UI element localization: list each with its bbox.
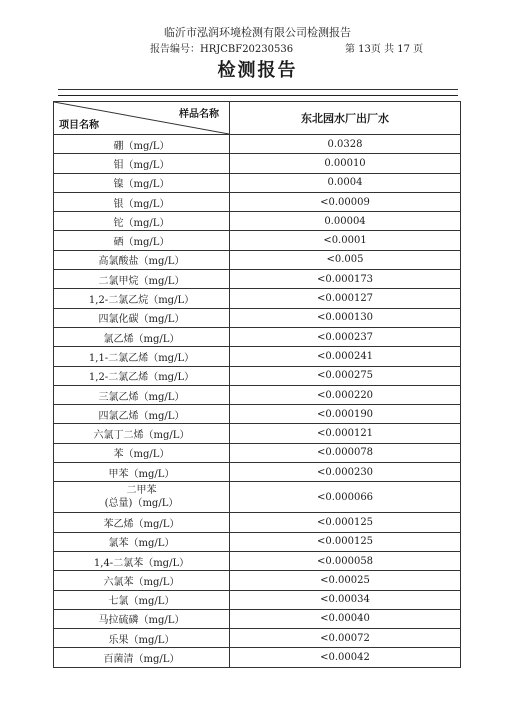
item-value: <0.0001 [230,231,461,250]
table-header-row [54,102,461,135]
table-row [54,463,461,482]
item-name: 乐果（mg/L） [54,629,230,648]
item-name: 铊（mg/L） [54,212,230,231]
item-name: 二氯甲烷（mg/L） [54,270,230,289]
table-row [54,231,461,250]
item-value: <0.000066 [230,482,461,513]
item-value: <0.00025 [230,571,461,590]
page-indicator: 第 13页 共 17 页 [345,44,424,55]
item-value: <0.000058 [230,551,461,570]
item-name-line2: (总量)（mg/L） [104,498,179,510]
sample-name: 东北园水厂出厂水 [230,102,461,135]
item-value: 0.0004 [230,173,461,192]
item-name: 1,1-二氯乙烯（mg/L） [54,347,230,366]
table-row [54,327,461,346]
table-row [54,250,461,269]
table-row [54,308,461,327]
item-name: 硼（mg/L） [54,135,230,154]
item-name: 氯苯（mg/L） [54,532,230,551]
item-value: <0.000241 [230,347,461,366]
table-row [54,347,461,366]
title-rule-thin [58,89,458,90]
title-rule-thick [58,95,458,96]
item-value: 0.00004 [230,212,461,231]
item-value: <0.000237 [230,327,461,346]
table-row [54,405,461,424]
table-row [54,154,461,173]
item-name: 银（mg/L） [54,192,230,211]
item-name: 三氯乙烯（mg/L） [54,385,230,404]
table-row [54,443,461,462]
table-row [54,424,461,443]
table-row [54,551,461,570]
item-name: 六氯苯（mg/L） [54,571,230,590]
item-name: 七氯（mg/L） [54,590,230,609]
table-row [54,192,461,211]
item-name: 马拉硫磷（mg/L） [54,609,230,628]
item-value: <0.000078 [230,443,461,462]
table-row [54,532,461,551]
item-value: 0.0328 [230,135,461,154]
header-item-label: 项目名称 [59,120,99,131]
item-name: 硒（mg/L） [54,231,230,250]
item-value: <0.000190 [230,405,461,424]
item-value: <0.00072 [230,629,461,648]
table-row [54,629,461,648]
company-header: 临沂市泓润环境检测有限公司检测报告 [164,26,351,39]
item-value: <0.005 [230,250,461,269]
header-sample-label: 样品名称 [179,109,219,120]
item-value: 0.00010 [230,154,461,173]
item-value: <0.000230 [230,463,461,482]
item-name-line1: 二甲苯 [126,485,157,497]
table-row [54,571,461,590]
results-table [53,101,461,668]
item-name: 1,2-二氯乙烯（mg/L） [54,366,230,385]
report-title: 检测报告 [217,60,298,81]
item-value: <0.000127 [230,289,461,308]
item-name: 氯乙烯（mg/L） [54,327,230,346]
table-row [54,648,461,667]
item-value: <0.000275 [230,366,461,385]
table-row [54,366,461,385]
item-value: <0.000173 [230,270,461,289]
table-row [54,135,461,154]
item-value: <0.00040 [230,609,461,628]
item-value: <0.000125 [230,513,461,532]
item-value: <0.00034 [230,590,461,609]
item-name [54,482,230,513]
item-value: <0.00042 [230,648,461,667]
table-row [54,513,461,532]
table-row [54,482,461,513]
item-value: <0.000121 [230,424,461,443]
table-row [54,609,461,628]
item-name: 镍（mg/L） [54,173,230,192]
item-value: <0.000130 [230,308,461,327]
item-value: <0.000220 [230,385,461,404]
item-name: 苯乙烯（mg/L） [54,513,230,532]
item-name: 1,4-二氯苯（mg/L） [54,551,230,570]
report-number: 报告编号：HRJCBF20230536 [150,44,294,55]
table-row [54,173,461,192]
item-name: 甲苯（mg/L） [54,463,230,482]
table-row [54,289,461,308]
item-name: 苯（mg/L） [54,443,230,462]
table-row [54,212,461,231]
item-value: <0.000125 [230,532,461,551]
item-name: 百菌清（mg/L） [54,648,230,667]
item-name: 1,2-二氯乙烷（mg/L） [54,289,230,308]
item-name: 四氯化碳（mg/L） [54,308,230,327]
item-name: 钼（mg/L） [54,154,230,173]
item-name: 四氯乙烯（mg/L） [54,405,230,424]
table-row [54,385,461,404]
diagonal-header-cell [54,102,230,135]
item-name: 高氯酸盐（mg/L） [54,250,230,269]
item-value: <0.00009 [230,192,461,211]
item-name: 六氯丁二烯（mg/L） [54,424,230,443]
table-row [54,270,461,289]
table-row [54,590,461,609]
